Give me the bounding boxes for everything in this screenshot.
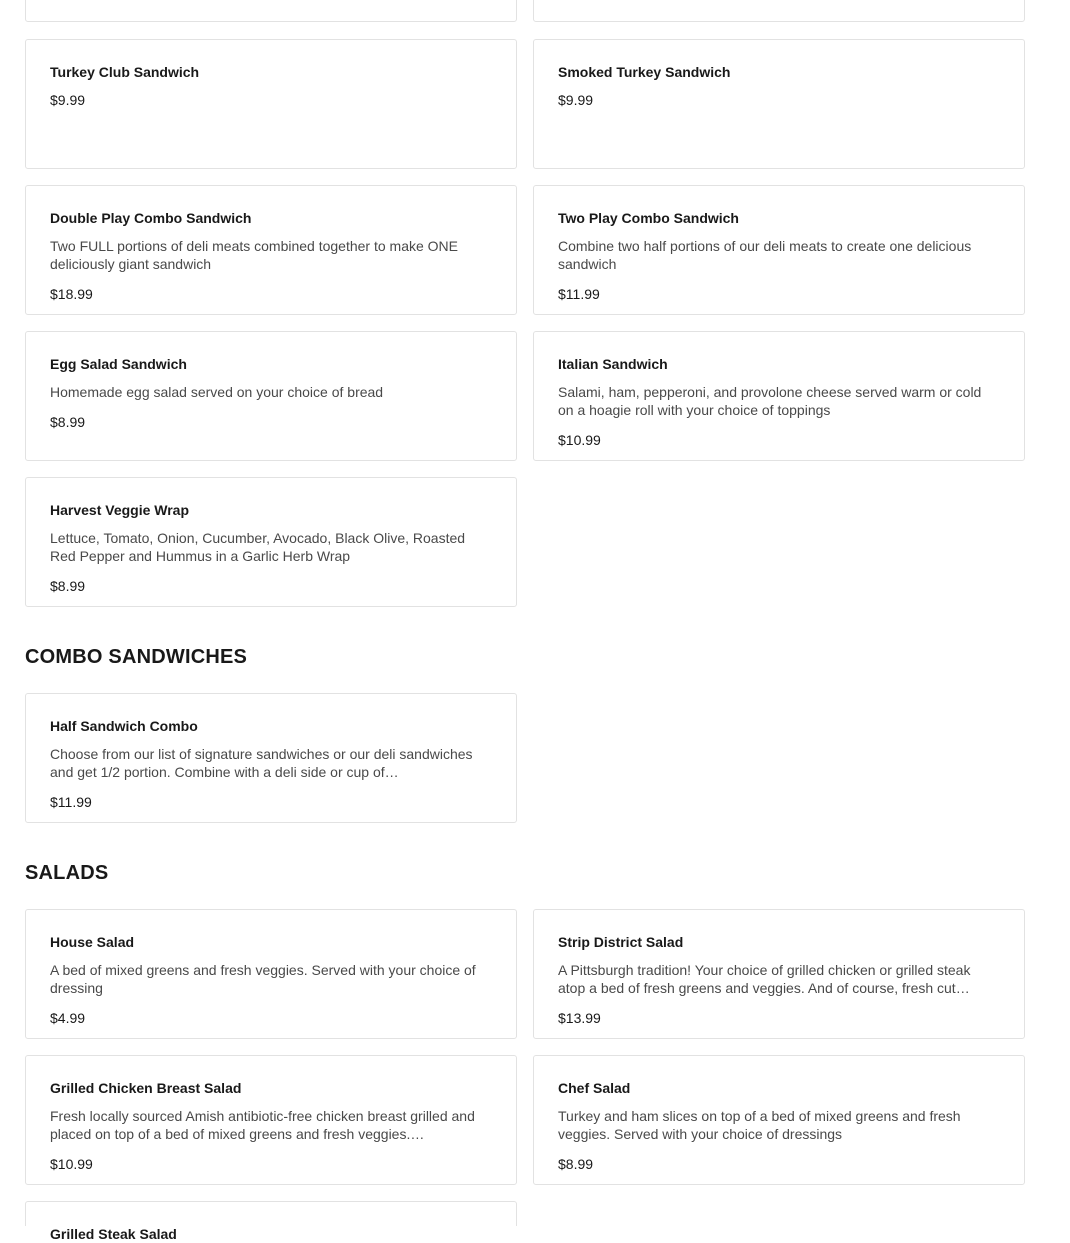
item-name: Two Play Combo Sandwich <box>558 210 739 226</box>
item-description: Lettuce, Tomato, Onion, Cucumber, Avocado, Black Olive, Roasted Red Pepper and Hummus in a Garlic Herb Wrap <box>50 530 466 564</box>
menu-item-card[interactable] <box>25 1201 517 1242</box>
item-name: Smoked Turkey Sandwich <box>558 64 731 80</box>
menu-item-card[interactable] <box>25 185 517 315</box>
menu-item-card[interactable] <box>25 331 517 461</box>
item-name: Double Play Combo Sandwich <box>50 210 252 226</box>
item-name: Chef Salad <box>558 1080 631 1096</box>
menu-item-card[interactable] <box>25 693 517 823</box>
item-description: Salami, ham, pepperoni, and provolone cheese served warm or cold on a hoagie roll with your choice of toppings <box>558 384 982 418</box>
menu-item-card[interactable] <box>25 477 517 607</box>
item-description: Homemade egg salad served on your choice of bread <box>50 384 384 400</box>
item-price: $13.99 <box>558 1010 601 1026</box>
item-description: Two FULL portions of deli meats combined together to make ONE deliciously giant sandwich <box>50 238 459 272</box>
item-name: Grilled Steak Salad <box>50 1226 177 1242</box>
section-title-combo-sandwiches: COMBO SANDWICHES <box>25 646 248 668</box>
section-title-salads: SALADS <box>25 862 109 884</box>
item-price: $9.99 <box>558 92 594 108</box>
item-name: Turkey Club Sandwich <box>50 64 200 80</box>
item-price: $8.99 <box>50 414 86 430</box>
item-description: Choose from our list of signature sandwiches or our deli sandwiches and get 1/2 portion. Combine with a deli side or cup of… <box>50 746 473 780</box>
menu-item-card[interactable] <box>533 909 1025 1039</box>
item-name: Half Sandwich Combo <box>50 718 198 734</box>
item-price: $11.99 <box>558 286 600 302</box>
item-price: $8.99 <box>558 1156 594 1172</box>
item-price: $9.99 <box>50 92 86 108</box>
item-price: $8.99 <box>50 578 86 594</box>
item-name: Grilled Chicken Breast Salad <box>50 1080 242 1096</box>
item-description: A bed of mixed greens and fresh veggies. Served with your choice of dressing <box>50 962 476 996</box>
item-name: Harvest Veggie Wrap <box>50 502 190 518</box>
item-price: $4.99 <box>50 1010 86 1026</box>
menu-item-card[interactable] <box>25 1055 517 1185</box>
item-price: $18.99 <box>50 286 93 302</box>
menu-item-card[interactable] <box>533 185 1025 315</box>
menu-item-card[interactable] <box>25 909 517 1039</box>
item-description: A Pittsburgh tradition! Your choice of grilled chicken or grilled steak atop a bed of fresh greens and veggies. And of course, fresh cut… <box>558 962 971 996</box>
menu-item-card[interactable] <box>533 0 1025 22</box>
menu-item-card[interactable] <box>25 39 517 169</box>
item-name: Italian Sandwich <box>558 356 668 372</box>
item-price: $10.99 <box>50 1156 93 1172</box>
item-price: $11.99 <box>50 794 92 810</box>
item-name: House Salad <box>50 934 135 950</box>
menu-item-card[interactable] <box>25 0 517 22</box>
item-description: Turkey and ham slices on top of a bed of mixed greens and fresh veggies. Served with your choice of dressings <box>558 1108 961 1142</box>
item-price: $10.99 <box>558 432 601 448</box>
menu-item-card[interactable] <box>533 331 1025 461</box>
item-name: Strip District Salad <box>558 934 684 950</box>
item-description: Fresh locally sourced Amish antibiotic-free chicken breast grilled and placed on top of a bed of mixed greens and fresh veggies.… <box>50 1108 475 1142</box>
item-description: Combine two half portions of our deli meats to create one delicious sandwich <box>558 238 972 272</box>
item-name: Egg Salad Sandwich <box>50 356 187 372</box>
menu-item-card[interactable] <box>533 1055 1025 1185</box>
menu-item-card[interactable] <box>533 39 1025 169</box>
